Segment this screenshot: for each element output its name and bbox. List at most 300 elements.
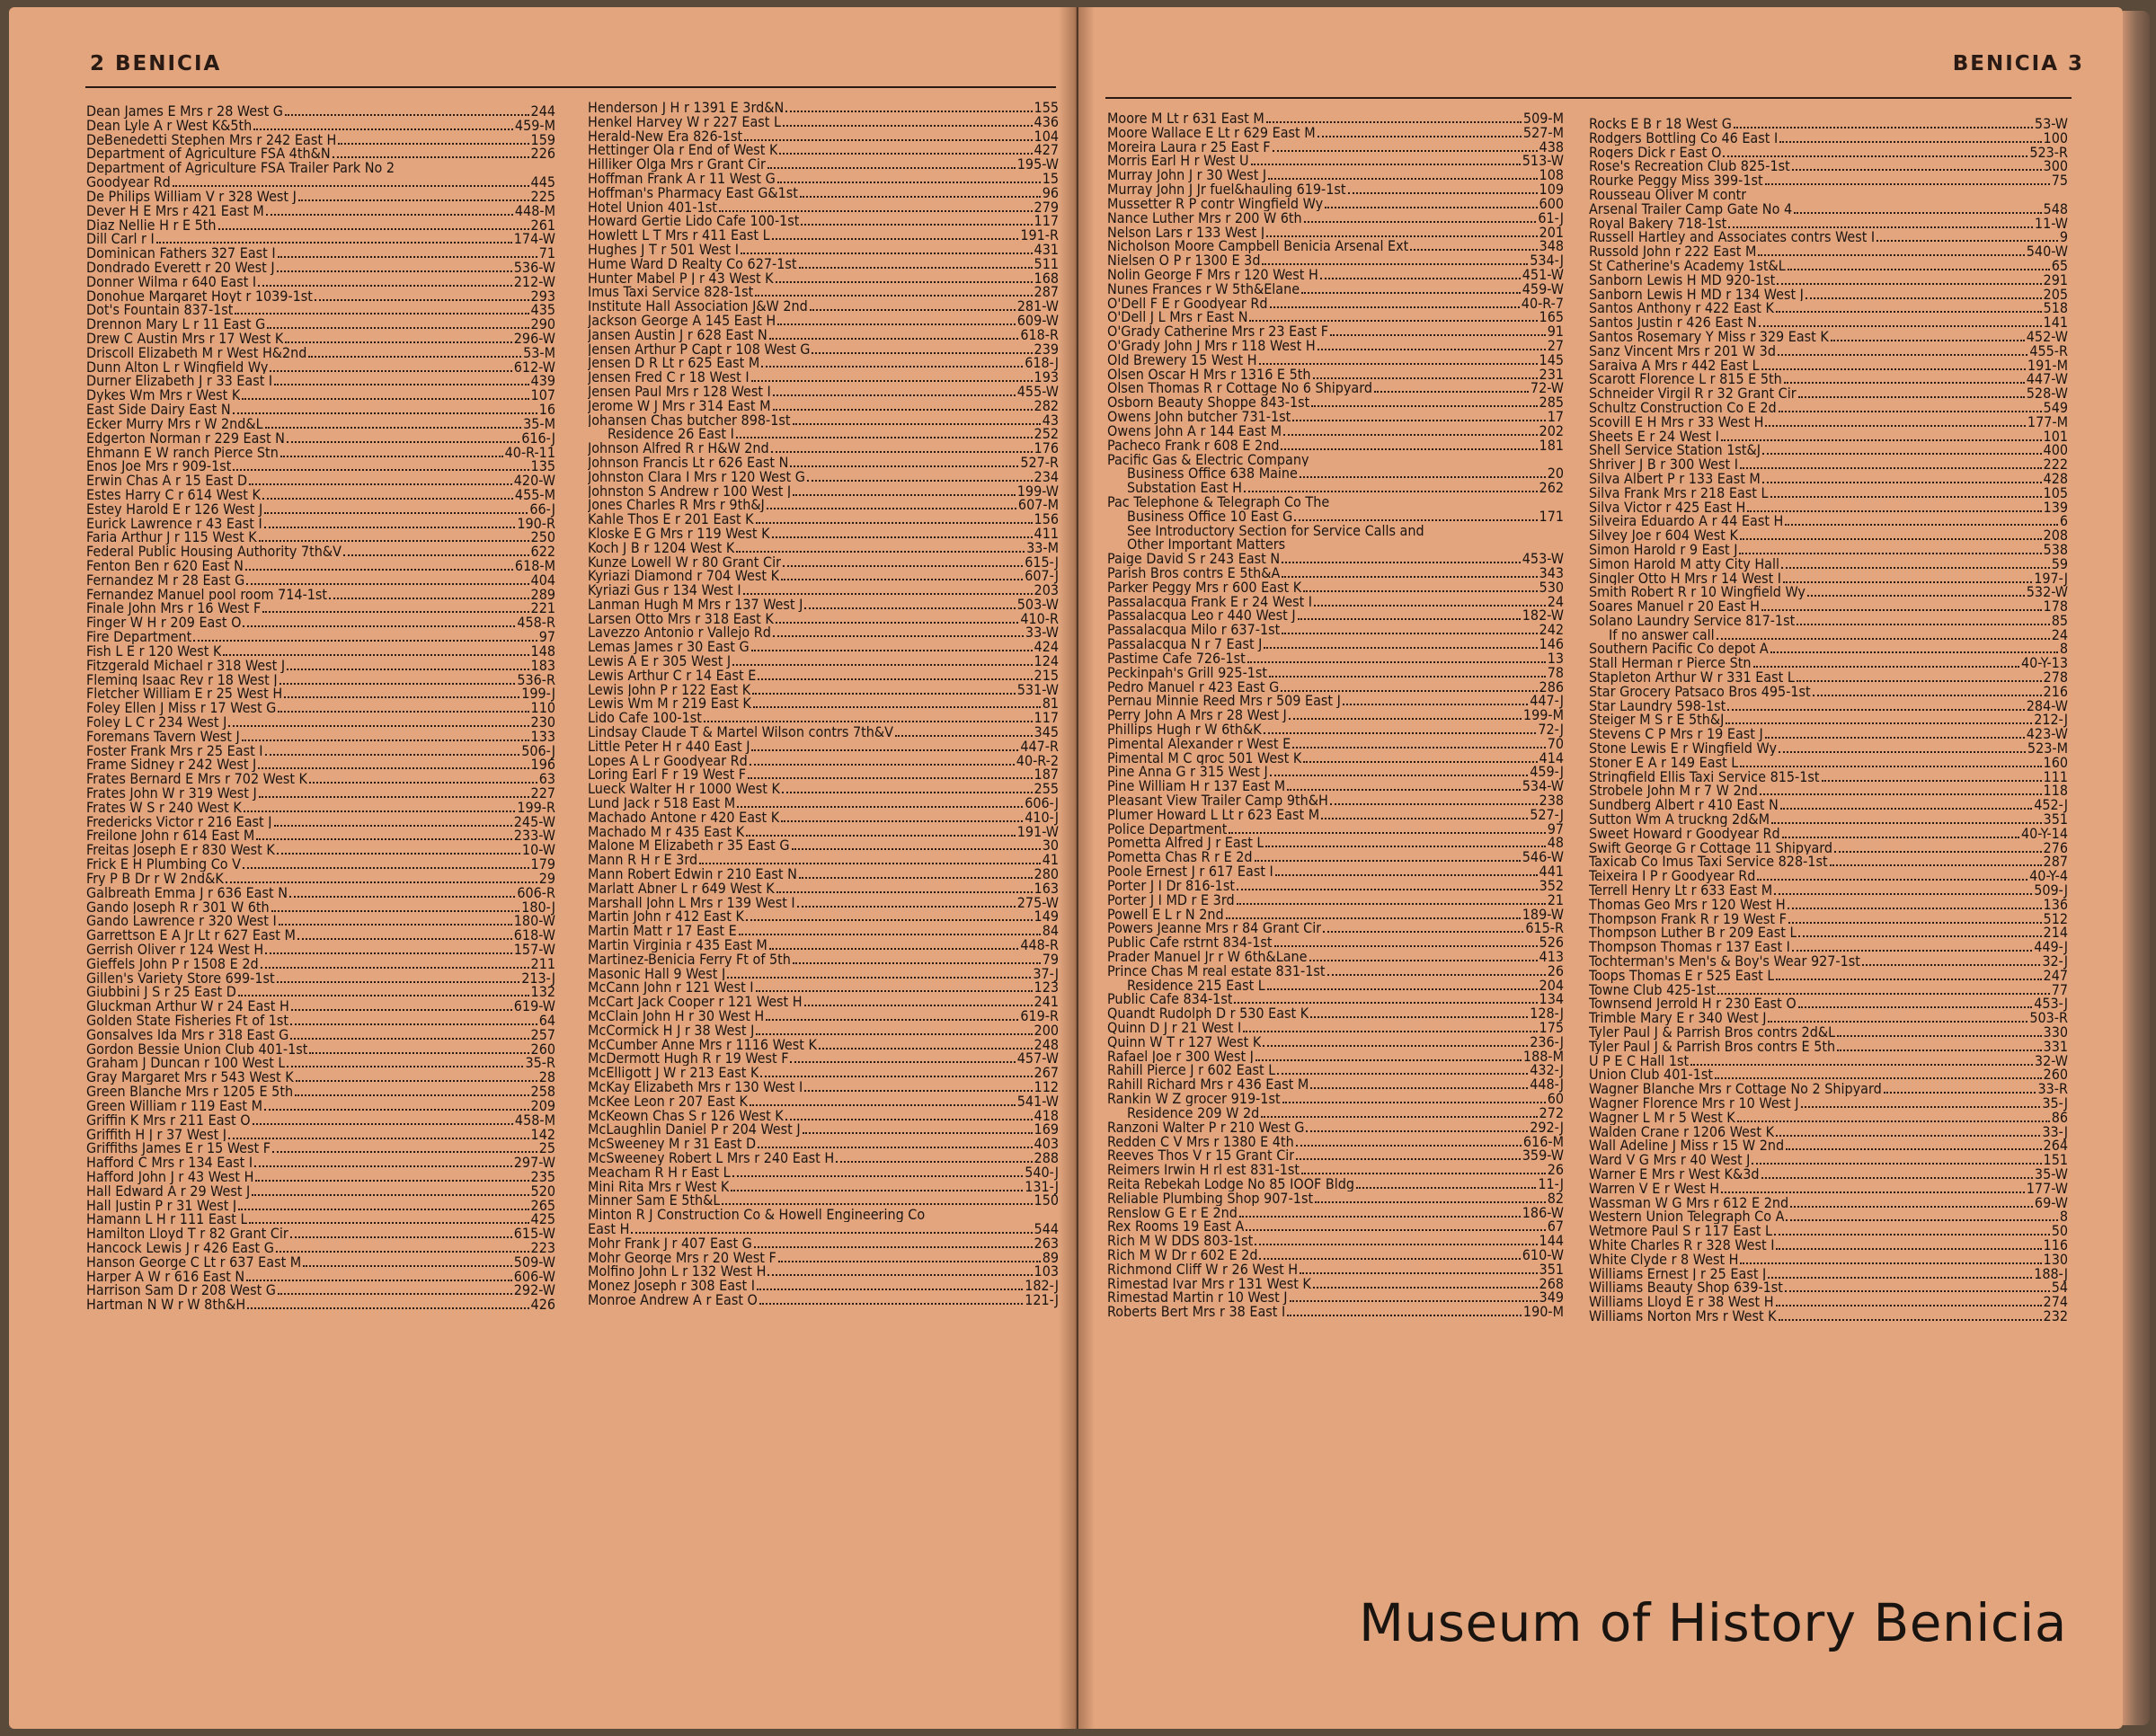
- listing-phone: 546-W: [1522, 848, 1564, 866]
- dot-leader: [1270, 775, 1528, 776]
- dot-leader: [772, 536, 1033, 538]
- listing-entry: [86, 1196, 555, 1214]
- listing-entry: [1107, 239, 1564, 253]
- listing-name: Taxicab Co Imus Taxi Service 828-1st: [1589, 855, 1828, 870]
- listing-phone: 35-J: [2042, 1094, 2068, 1112]
- listing-phone: 244: [530, 102, 555, 120]
- listing-phone: 448-R: [1020, 936, 1059, 954]
- dot-leader: [1788, 908, 2042, 909]
- listing-phone: 610-W: [1522, 1246, 1564, 1263]
- listing-name: Mussetter R P contr Wingfield Wy: [1107, 196, 1324, 211]
- listing-name: McElligott J W r 213 East K: [588, 1066, 759, 1080]
- listing-phone: 238: [1539, 792, 1564, 809]
- dot-leader: [1884, 1092, 2036, 1094]
- listing-entry: [86, 670, 555, 688]
- listing-phone: 67: [1547, 1218, 1564, 1236]
- listing-phone: 63: [538, 770, 555, 788]
- listing-name: Hoffman Frank A r 11 West G: [588, 171, 776, 186]
- dot-leader: [812, 352, 1032, 354]
- listing-phone: 41: [1042, 851, 1059, 869]
- dot-leader: [258, 285, 512, 287]
- listing-entry: [86, 343, 555, 361]
- dot-leader: [1246, 1229, 1545, 1231]
- listing-phone: 447-R: [1020, 737, 1059, 755]
- dot-leader: [1327, 974, 1546, 976]
- listing-entry: [588, 143, 1059, 157]
- listing-phone: 509-J: [2034, 881, 2068, 899]
- listing-name: Santos Anthony r 422 East K: [1589, 301, 1774, 316]
- dot-leader: [1314, 605, 1546, 607]
- listing-name: Lewis A E r 305 West J: [588, 654, 732, 669]
- listing-name: Osborn Beauty Shoppe 843-1st: [1107, 395, 1310, 411]
- listing-name: Fletcher William E r 25 West H: [86, 686, 283, 702]
- listing-phone: 618-M: [514, 557, 555, 574]
- listing-entry: [86, 1042, 555, 1057]
- listing-entry: [1589, 855, 2068, 869]
- dot-leader: [1740, 467, 2042, 469]
- listing-name: Dever H E Mrs r 421 East M: [86, 203, 264, 218]
- listing-name: O'Grady John J Mrs r 118 West H: [1107, 339, 1316, 353]
- listing-phone: 457-W: [1016, 1050, 1059, 1067]
- listing-phone: 182-J: [1025, 1277, 1059, 1295]
- listing-name: Sheets E r 24 West I: [1589, 429, 1719, 444]
- listing-phone: 155: [1034, 99, 1059, 116]
- listing-entry: [86, 954, 555, 972]
- listing-entry: [1589, 1051, 2068, 1069]
- listing-name: Gordon Bessie Union Club 401-1st: [86, 1041, 308, 1057]
- listing-phone: 297-W: [513, 1154, 555, 1172]
- listing-entry: [86, 474, 555, 488]
- listing-name: Stoner E A r 149 East L: [1589, 755, 1739, 770]
- listing-entry: [588, 1290, 1059, 1308]
- listing-name: DeBenedetti Stephen Mrs r 242 East H: [86, 132, 337, 147]
- listing-name: Tyler Paul J & Parrish Bros contrs 2d&L: [1589, 1025, 1836, 1040]
- listing-entry: [1589, 117, 2068, 131]
- listing-phone: 449-J: [2034, 938, 2068, 956]
- dot-leader: [1721, 439, 2042, 441]
- directory-column-1: [86, 104, 555, 1312]
- dot-leader: [261, 967, 529, 969]
- listing-name: Finale John Mrs r 16 West F: [86, 601, 262, 616]
- dot-leader: [752, 693, 1016, 695]
- listing-entry: [1589, 1306, 2068, 1324]
- listing-phone: 606-J: [1025, 794, 1059, 812]
- dot-leader: [1292, 747, 1546, 748]
- listing-phone: 300: [2043, 157, 2068, 175]
- dot-leader: [895, 735, 1033, 737]
- listing-phone: 615-J: [1025, 553, 1059, 571]
- listing-phone: 145: [1539, 350, 1564, 368]
- dot-leader: [785, 111, 1032, 112]
- listing-name: Gluckman Arthur W r 24 East H: [86, 999, 289, 1014]
- dot-leader: [1261, 1116, 1537, 1118]
- listing-phone: 343: [1539, 564, 1564, 581]
- dot-leader: [233, 469, 528, 471]
- listing-name: Silva Albert P r 133 East M: [1589, 471, 1761, 486]
- dot-leader: [1778, 354, 2027, 356]
- dot-leader: [1723, 155, 2027, 157]
- listing-entry: [1107, 481, 1564, 495]
- listing-entry: [86, 914, 555, 928]
- listing-name: Driscoll Elizabeth M r West H&2nd: [86, 345, 307, 360]
- listing-entry: [1589, 1108, 2068, 1126]
- listing-name: Prince Chas M real estate 831-1st: [1107, 963, 1326, 979]
- listing-entry: [1589, 285, 2068, 303]
- listing-name: Martin Virginia r 435 East M: [588, 938, 767, 952]
- listing-entry: [1589, 1280, 2068, 1295]
- dot-leader: [1776, 311, 2042, 313]
- listing-entry: [1589, 812, 2068, 827]
- listing-entry: [86, 332, 555, 346]
- listing-name: Frates Bernard E Mrs r 702 West K: [86, 772, 307, 786]
- listing-phone: 606-W: [513, 1267, 555, 1285]
- listing-phone: 619-R: [1020, 1007, 1059, 1024]
- listing-name: McCumber Anne Mrs r 1116 West K: [588, 1037, 817, 1052]
- listing-phone: 139: [2043, 498, 2068, 516]
- listing-name: Rourke Peggy Miss 399-1st: [1589, 173, 1763, 188]
- dot-leader: [819, 1048, 1033, 1050]
- listing-phone: 132: [530, 983, 555, 1001]
- dot-leader: [1776, 1248, 2041, 1250]
- listing-entry: [588, 538, 1059, 556]
- listing-name: Royal Bakery 718-1st: [1589, 216, 1727, 231]
- dot-leader: [1277, 1073, 1528, 1075]
- listing-name: Thompson Frank R r 19 West F: [1589, 911, 1787, 926]
- dot-leader: [1758, 254, 2024, 256]
- listing-name: Lueck Walter H r 1000 West K: [588, 782, 780, 797]
- listing-phone: 191-M: [2027, 356, 2068, 374]
- listing-name: Hartman N W r W 8th&H: [86, 1298, 246, 1313]
- dot-leader: [258, 767, 528, 769]
- dot-leader: [1259, 1258, 1520, 1260]
- listing-entry: [1589, 386, 2068, 401]
- listing-entry: [588, 1177, 1059, 1195]
- dot-leader: [1774, 893, 2032, 895]
- listing-name: Fenton Ben r 620 East N: [86, 559, 244, 573]
- listing-name: McKee Leon r 207 East K: [588, 1094, 748, 1109]
- dot-leader: [262, 611, 528, 613]
- listing-phone: 212-W: [513, 272, 555, 290]
- listing-entry: [588, 711, 1059, 725]
- listing-entry: [588, 881, 1059, 896]
- listing-entry: [588, 129, 1059, 144]
- dot-leader: [1281, 690, 1537, 692]
- listing-name: Gray Margaret Mrs r 543 West K: [86, 1070, 294, 1085]
- listing-phone: 615-R: [1525, 919, 1564, 937]
- listing-phone: 176: [1034, 439, 1059, 457]
- listing-entry: [86, 1141, 555, 1156]
- listing-entry: [588, 342, 1059, 357]
- listing-name: Tyler Paul J & Parrish Bros contrs E 5th: [1589, 1039, 1836, 1054]
- listing-entry: [588, 725, 1059, 740]
- listing-name: Giubbini J S r 25 East D: [86, 985, 236, 1000]
- listing-entry: [86, 601, 555, 616]
- listing-entry: [1107, 1234, 1564, 1248]
- listing-name: Fernandez Manuel pool room 714-1st: [86, 587, 328, 602]
- listing-phone: 612-W: [513, 358, 555, 376]
- listing-entry: [86, 1255, 555, 1270]
- listing-name: Drennon Mary L r 11 East G: [86, 317, 266, 332]
- listing-entry: [588, 782, 1059, 796]
- listing-phone: 141: [2043, 314, 2068, 332]
- listing-name: If no answer call: [1609, 627, 1715, 642]
- listing-name: Public Cafe 834-1st: [1107, 992, 1233, 1007]
- listing-entry: [588, 370, 1059, 385]
- listing-entry: [1107, 765, 1564, 779]
- listing-entry: [588, 157, 1059, 172]
- dot-leader: [810, 309, 1016, 311]
- listing-name: Garrettson E A Jr Lt r 627 East M: [86, 928, 296, 943]
- listing-name: O'Grady Catherine Mrs r 23 East F: [1107, 324, 1329, 339]
- dot-leader: [1287, 789, 1521, 791]
- listing-phone: 530: [1539, 578, 1564, 596]
- listing-phone: 222: [2043, 456, 2068, 474]
- dot-leader: [277, 981, 520, 983]
- dot-leader: [727, 977, 1031, 979]
- listing-name: Dean Lyle A r West K&5th: [86, 118, 253, 133]
- listing-entry: [86, 289, 555, 304]
- listing-phone: 428: [2043, 469, 2068, 487]
- listing-entry: [86, 1167, 555, 1185]
- listing-name: Terrell Henry Lt r 633 East M: [1589, 883, 1773, 898]
- listing-name: Olsen Oscar H Mrs r 1316 E 5th: [1107, 367, 1311, 382]
- listing-phone: 183: [530, 656, 555, 674]
- listing-phone: 447-W: [2026, 370, 2068, 388]
- listing-phone: 455-R: [2029, 341, 2068, 359]
- dot-leader: [781, 820, 1023, 822]
- dot-leader: [741, 252, 1033, 254]
- dot-leader: [750, 1104, 1016, 1106]
- listing-phone: 424: [1034, 638, 1059, 656]
- dot-leader: [1779, 141, 2041, 143]
- listing-name: Gillen's Variety Store 699-1st: [86, 970, 275, 986]
- listing-entry: [588, 169, 1059, 187]
- dot-leader: [773, 394, 1016, 396]
- listing-entry: [1107, 279, 1564, 297]
- listing-phone: 35-M: [523, 414, 555, 432]
- listing-name: Williams Beauty Shop 639-1st: [1589, 1280, 1783, 1296]
- listing-name: Quinn W T r 127 West K: [1107, 1034, 1262, 1050]
- listing-name: Murray John J r 30 West J: [1107, 168, 1267, 183]
- dot-leader: [1776, 1135, 2040, 1137]
- dot-leader: [308, 356, 521, 358]
- listing-entry: [86, 1184, 555, 1199]
- listing-name: Mohr George Mrs r 20 West F: [588, 1250, 776, 1265]
- listing-name: Western Union Telegraph Co A: [1589, 1209, 1785, 1225]
- dot-leader: [266, 214, 513, 216]
- dot-leader: [274, 825, 512, 827]
- listing-entry: [1589, 869, 2068, 883]
- listing-name: Redden C V Mrs r 1380 E 4th: [1107, 1134, 1294, 1149]
- dot-leader: [777, 182, 1041, 183]
- dot-leader: [280, 456, 503, 457]
- listing-name: Hafford C Mrs r 134 East I: [86, 1156, 253, 1170]
- dot-leader: [1765, 737, 2025, 739]
- listing-entry: [1589, 895, 2068, 913]
- listing-name: U P E C Hall 1st: [1589, 1053, 1690, 1068]
- listing-phone: 37-J: [1033, 964, 1059, 982]
- listing-phone: 116: [2043, 1236, 2068, 1253]
- dot-leader: [1234, 1002, 1537, 1004]
- listing-phone: 518: [2043, 299, 2068, 317]
- listing-phone: 191-W: [1016, 822, 1059, 840]
- listing-phone: 282: [1034, 396, 1059, 414]
- dot-leader: [218, 228, 529, 230]
- listing-phone: 103: [1034, 1262, 1059, 1280]
- listing-name: Soares Manuel r 20 East H: [1589, 599, 1760, 614]
- listing-phone: 180-W: [513, 912, 555, 930]
- listing-entry: [1107, 1092, 1564, 1106]
- dot-leader: [315, 299, 529, 301]
- listing-phone: 105: [2043, 483, 2068, 501]
- listing-name: Peckinpah's Grill 925-1st: [1107, 665, 1268, 680]
- listing-name: Faria Arthur J r 115 West K: [86, 530, 257, 545]
- listing-name: Wetmore Paul S r 117 East L: [1589, 1224, 1772, 1238]
- listing-entry: [588, 396, 1059, 414]
- listing-name: Rogers Dick r East O: [1589, 145, 1722, 160]
- listing-entry: [1107, 1174, 1564, 1192]
- dot-leader: [1740, 538, 2042, 540]
- dot-leader: [776, 281, 1033, 283]
- listing-entry: [1589, 1037, 2068, 1055]
- listing-entry: [86, 360, 555, 375]
- listing-phone: 221: [530, 599, 555, 617]
- dot-leader: [750, 764, 1015, 766]
- listing-phone: 261: [530, 216, 555, 234]
- listing-name: Moreira Laura r 25 East F: [1107, 139, 1271, 155]
- dot-leader: [265, 754, 520, 756]
- dot-leader: [1717, 638, 2050, 640]
- listing-name: Jones Charles R Mrs r 9th&J: [588, 498, 765, 513]
- dot-leader: [235, 313, 528, 314]
- dot-leader: [1303, 590, 1537, 592]
- dot-leader: [1311, 405, 1537, 407]
- listing-name: Jensen D R Lt r 625 East M: [588, 356, 760, 371]
- dot-leader: [1330, 334, 1546, 336]
- listing-phone: 439: [530, 372, 555, 390]
- listing-phone: 181: [1539, 436, 1564, 454]
- listing-name: Fredericks Victor r 216 East J: [86, 814, 272, 829]
- dot-leader: [329, 598, 528, 599]
- listing-entry: [86, 1227, 555, 1241]
- listing-phone: 293: [530, 287, 555, 305]
- listing-entry: [588, 1236, 1059, 1251]
- dot-leader: [1251, 164, 1521, 165]
- listing-entry: [86, 573, 555, 588]
- dot-leader: [1781, 567, 2050, 569]
- dot-leader: [803, 1132, 1033, 1134]
- listing-entry: [1589, 611, 2068, 629]
- listing-phone: 21: [1547, 890, 1564, 908]
- listing-entry: [1107, 793, 1564, 808]
- listing-name: Henderson J H r 1391 E 3rd&N: [588, 101, 785, 115]
- listing-entry: [588, 285, 1059, 299]
- listing-entry: [1107, 1163, 1564, 1177]
- dot-leader: [278, 1293, 512, 1295]
- listing-entry: [86, 1096, 555, 1114]
- dot-leader: [333, 156, 529, 158]
- listing-phone: 447-J: [1530, 692, 1564, 710]
- dot-leader: [259, 540, 529, 542]
- listing-entry: [588, 822, 1059, 840]
- listing-name: Passalacqua N r 7 East J: [1107, 637, 1263, 651]
- listing-phone: 536-R: [517, 670, 555, 688]
- dot-leader: [1780, 808, 2032, 810]
- listing-name: Galbreath Emma J r 636 East N: [86, 885, 288, 900]
- listing-entry: [1589, 599, 2068, 614]
- listing-entry: [588, 595, 1059, 613]
- dot-leader: [804, 1090, 1032, 1092]
- dot-leader: [252, 1194, 528, 1196]
- listing-phone: 231: [1539, 365, 1564, 383]
- listing-phone: 619-W: [513, 997, 555, 1015]
- listing-name: Frame Sidney r 242 West J: [86, 757, 257, 773]
- listing-entry: [1589, 642, 2068, 656]
- listing-entry: [588, 853, 1059, 867]
- listing-entry: [588, 484, 1059, 499]
- listing-phone: 600: [1539, 194, 1564, 212]
- listing-name: Hafford John J r 43 West H: [86, 1169, 254, 1184]
- listing-name: Pleasant View Trailer Camp 9th&H: [1107, 793, 1328, 808]
- listing-entry: [86, 559, 555, 573]
- listing-phone: 526: [1539, 934, 1564, 952]
- listing-entry: [1589, 1179, 2068, 1197]
- listing-phone: 30: [1042, 837, 1059, 855]
- listing-name: Wall Adeline J Miss r 15 W 2nd: [1589, 1138, 1785, 1154]
- dot-leader: [1837, 1035, 2041, 1037]
- listing-name: Renslow G E r E 2nd: [1107, 1205, 1238, 1220]
- listing-name: Ecker Murry Mrs r W 2nd&L: [86, 416, 263, 431]
- listing-entry: [1589, 1167, 2068, 1182]
- listing-entry: [1107, 566, 1564, 580]
- listing-entry: [588, 1165, 1059, 1180]
- dot-leader: [279, 683, 516, 685]
- listing-phone: 452-W: [2026, 327, 2068, 345]
- header-rule-right: [1105, 97, 2072, 99]
- listing-entry: [588, 1051, 1059, 1066]
- listing-phone: 13: [1547, 649, 1564, 667]
- listing-phone: 149: [1034, 908, 1059, 926]
- listing-entry: [1589, 341, 2068, 359]
- listing-name: Kloske E G Mrs r 119 West K: [588, 526, 770, 541]
- listing-name: Santos Justin r 426 East N: [1589, 315, 1757, 330]
- listing-name: Pac Telephone & Telegraph Co The: [1107, 494, 1330, 509]
- listing-entry: [1589, 372, 2068, 386]
- dot-leader: [1831, 340, 2025, 341]
- listing-phone: 168: [1034, 269, 1059, 287]
- listing-phone: 86: [2051, 1108, 2068, 1126]
- listing-name: Solano Laundry Service 817-1st: [1589, 613, 1796, 628]
- dot-leader: [1356, 1187, 1536, 1189]
- listing-entry: [86, 701, 555, 715]
- listing-phone: 258: [530, 1083, 555, 1101]
- listing-name: McDermott Hugh R r 19 West F: [588, 1051, 789, 1067]
- listing-entry: [86, 443, 555, 461]
- listing-entry: [86, 246, 555, 261]
- listing-entry: [1107, 438, 1564, 453]
- listing-entry: [588, 952, 1059, 967]
- listing-entry: [86, 161, 555, 175]
- listing-entry: [588, 382, 1059, 400]
- listing-entry: [1589, 1295, 2068, 1309]
- listing-entry: [1107, 1248, 1564, 1262]
- listing-entry: [86, 656, 555, 674]
- listing-entry: [1589, 214, 2068, 232]
- dot-leader: [1318, 349, 1546, 350]
- listing-phone: 544: [1034, 1219, 1059, 1237]
- listing-name: Rex Rooms 19 East A: [1107, 1219, 1245, 1235]
- listing-entry: [86, 146, 555, 161]
